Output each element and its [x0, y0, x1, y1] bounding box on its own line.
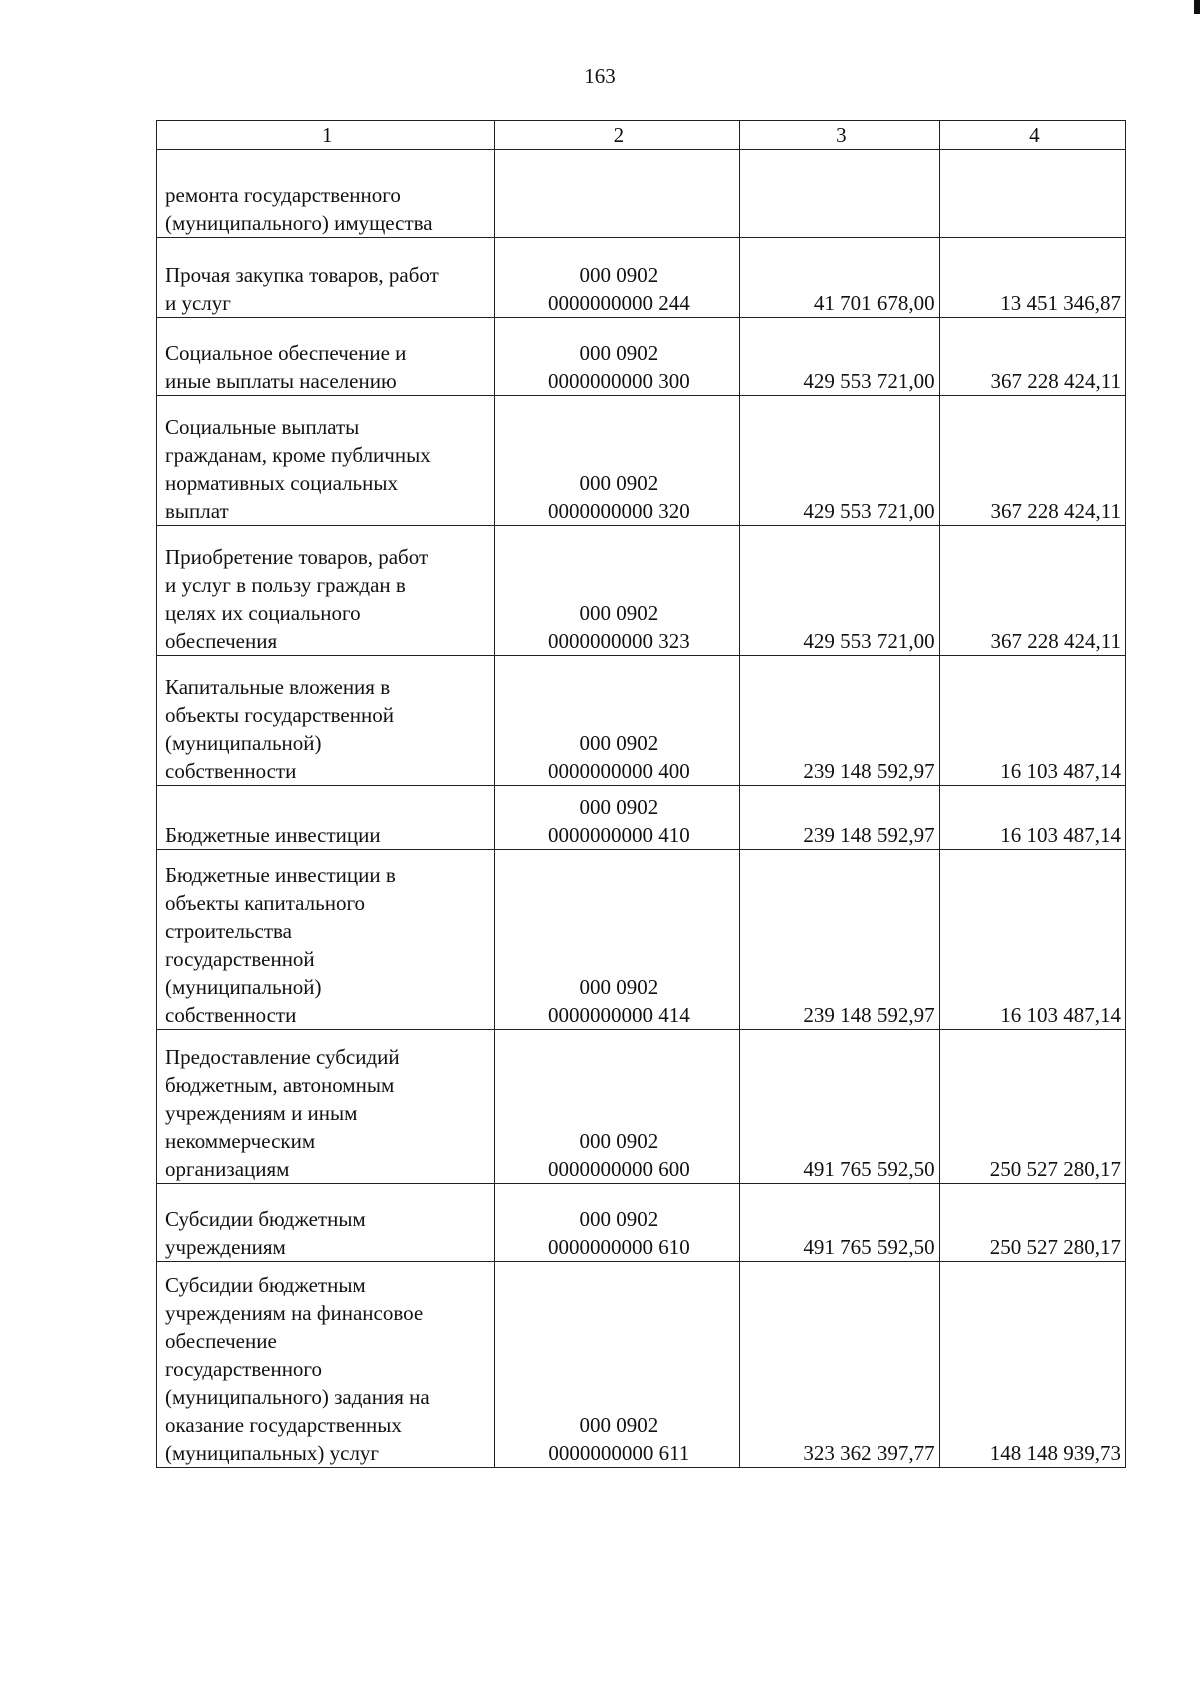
- table-row: [157, 396, 1126, 526]
- row-col4-value: 148 148 939,73: [939, 1262, 1125, 1468]
- row-col3-value: 491 765 592,50: [740, 1184, 940, 1262]
- row-col4-value: 16 103 487,14: [939, 786, 1125, 850]
- row-name-line: (муниципальных) услуг: [165, 1441, 380, 1465]
- row-col3-value: 41 701 678,00: [740, 238, 940, 318]
- row-name-cell: [157, 318, 495, 396]
- table-row: [157, 318, 1126, 396]
- row-code-line: 0000000000 414: [548, 1003, 690, 1027]
- row-name-cell: [157, 396, 495, 526]
- row-name-line: учреждениям на финансовое: [165, 1301, 424, 1325]
- row-code-line: 0000000000 300: [548, 369, 690, 393]
- row-col3-value: 239 148 592,97: [740, 850, 940, 1030]
- row-code-cell: [494, 1030, 740, 1184]
- row-name-line: Субсидии бюджетным: [165, 1207, 366, 1231]
- row-name-line: учреждениям: [165, 1235, 286, 1259]
- table-row: [157, 1262, 1126, 1468]
- row-col4-value: 367 228 424,11: [939, 318, 1125, 396]
- row-name-line: строительства: [165, 919, 293, 943]
- header-col-2: 2: [494, 121, 740, 150]
- row-col4-value: 16 103 487,14: [939, 656, 1125, 786]
- row-name-cell: [157, 786, 495, 850]
- row-name-cell: [157, 850, 495, 1030]
- row-name-line: Предоставление субсидий: [165, 1045, 400, 1069]
- row-code-line: 000 0902: [579, 731, 659, 755]
- row-code-line: 0000000000 610: [548, 1235, 690, 1259]
- row-name-line: выплат: [165, 499, 229, 523]
- row-col3-value: 239 148 592,97: [740, 656, 940, 786]
- row-name-line: ремонта государственного: [165, 183, 401, 207]
- row-name-line: Капитальные вложения в: [165, 675, 391, 699]
- row-col3-value: 323 362 397,77: [740, 1262, 940, 1468]
- table-row: [157, 526, 1126, 656]
- table-body: [157, 150, 1126, 1468]
- header-col-4: 4: [939, 121, 1125, 150]
- row-col3-value: [740, 150, 940, 238]
- row-code-line: 0000000000 400: [548, 759, 690, 783]
- row-col4-value: [939, 150, 1125, 238]
- row-name-line: и услуг: [165, 291, 231, 315]
- row-code-line: 000 0902: [579, 1413, 659, 1437]
- row-name-cell: [157, 656, 495, 786]
- row-code-cell: [494, 150, 740, 238]
- table-row: [157, 238, 1126, 318]
- row-name-line: гражданам, кроме публичных: [165, 443, 431, 467]
- row-name-cell: [157, 526, 495, 656]
- row-name-line: государственной: [165, 947, 315, 971]
- row-code-line: 0000000000 600: [548, 1157, 690, 1181]
- row-name-line: собственности: [165, 759, 297, 783]
- row-col3-value: 429 553 721,00: [740, 396, 940, 526]
- row-code-line: 0000000000 244: [548, 291, 690, 315]
- table-row: [157, 1030, 1126, 1184]
- row-name-line: бюджетным, автономным: [165, 1073, 395, 1097]
- row-name-line: обеспечения: [165, 629, 278, 653]
- row-col4-value: 250 527 280,17: [939, 1184, 1125, 1262]
- row-code-cell: [494, 850, 740, 1030]
- row-col4-value: 16 103 487,14: [939, 850, 1125, 1030]
- row-code-line: 000 0902: [579, 341, 659, 365]
- row-col3-value: 429 553 721,00: [740, 526, 940, 656]
- budget-table: [156, 120, 1126, 1468]
- row-name-line: Бюджетные инвестиции: [165, 823, 381, 847]
- row-col3-value: 429 553 721,00: [740, 318, 940, 396]
- page-number: 163: [584, 64, 616, 88]
- row-name-line: объекты государственной: [165, 703, 394, 727]
- row-name-line: некоммерческим: [165, 1129, 316, 1153]
- row-name-line: организациям: [165, 1157, 290, 1181]
- header-col-1: 1: [157, 121, 495, 150]
- row-name-cell: [157, 1184, 495, 1262]
- table-row: [157, 1184, 1126, 1262]
- row-col3-value: 491 765 592,50: [740, 1030, 940, 1184]
- row-name-cell: [157, 1030, 495, 1184]
- row-name-line: учреждениям и иным: [165, 1101, 358, 1125]
- row-code-cell: [494, 656, 740, 786]
- row-code-line: 000 0902: [579, 1129, 659, 1153]
- row-code-line: 0000000000 410: [548, 823, 690, 847]
- row-code-line: 000 0902: [579, 795, 659, 819]
- row-code-line: 0000000000 323: [548, 629, 690, 653]
- row-code-line: 000 0902: [579, 1207, 659, 1231]
- header-row: [157, 121, 1126, 150]
- row-code-line: 000 0902: [579, 471, 659, 495]
- row-code-cell: [494, 1262, 740, 1468]
- row-name-line: (муниципального) задания на: [165, 1385, 430, 1409]
- table-row: [157, 786, 1126, 850]
- row-col3-value: 239 148 592,97: [740, 786, 940, 850]
- row-code-line: 000 0902: [579, 975, 659, 999]
- row-col4-value: 367 228 424,11: [939, 396, 1125, 526]
- row-name-line: Социальное обеспечение и: [165, 341, 407, 365]
- row-name-line: целях их социального: [165, 601, 361, 625]
- row-name-line: Социальные выплаты: [165, 415, 360, 439]
- row-code-line: 0000000000 611: [548, 1441, 690, 1465]
- row-name-line: объекты капитального: [165, 891, 366, 915]
- row-code-cell: [494, 396, 740, 526]
- row-name-line: государственного: [165, 1357, 323, 1381]
- table-row: [157, 656, 1126, 786]
- row-name-line: Бюджетные инвестиции в: [165, 863, 396, 887]
- row-col4-value: 367 228 424,11: [939, 526, 1125, 656]
- row-name-line: Субсидии бюджетным: [165, 1273, 366, 1297]
- row-name-line: (муниципальной): [165, 975, 322, 999]
- row-col4-value: 250 527 280,17: [939, 1030, 1125, 1184]
- row-name-line: нормативных социальных: [165, 471, 398, 495]
- row-name-line: иные выплаты населению: [165, 369, 397, 393]
- scan-edge-mark: [1194, 0, 1200, 14]
- table-row: [157, 850, 1126, 1030]
- row-name-cell: [157, 238, 495, 318]
- table-row: [157, 150, 1126, 238]
- row-code-cell: [494, 1184, 740, 1262]
- row-name-line: собственности: [165, 1003, 297, 1027]
- row-code-cell: [494, 238, 740, 318]
- row-code-cell: [494, 318, 740, 396]
- row-name-cell: [157, 150, 495, 238]
- header-col-3: 3: [740, 121, 940, 150]
- row-name-line: Прочая закупка товаров, работ: [165, 263, 439, 287]
- row-name-line: (муниципальной): [165, 731, 322, 755]
- row-code-line: 0000000000 320: [548, 499, 690, 523]
- row-name-line: (муниципального) имущества: [165, 211, 433, 235]
- row-col4-value: 13 451 346,87: [939, 238, 1125, 318]
- row-name-line: оказание государственных: [165, 1413, 402, 1437]
- row-name-cell: [157, 1262, 495, 1468]
- row-name-line: обеспечение: [165, 1329, 277, 1353]
- row-code-line: 000 0902: [579, 601, 659, 625]
- row-code-cell: [494, 786, 740, 850]
- row-name-line: Приобретение товаров, работ: [165, 545, 429, 569]
- row-code-line: 000 0902: [579, 263, 659, 287]
- row-name-line: и услуг в пользу граждан в: [165, 573, 406, 597]
- row-code-cell: [494, 526, 740, 656]
